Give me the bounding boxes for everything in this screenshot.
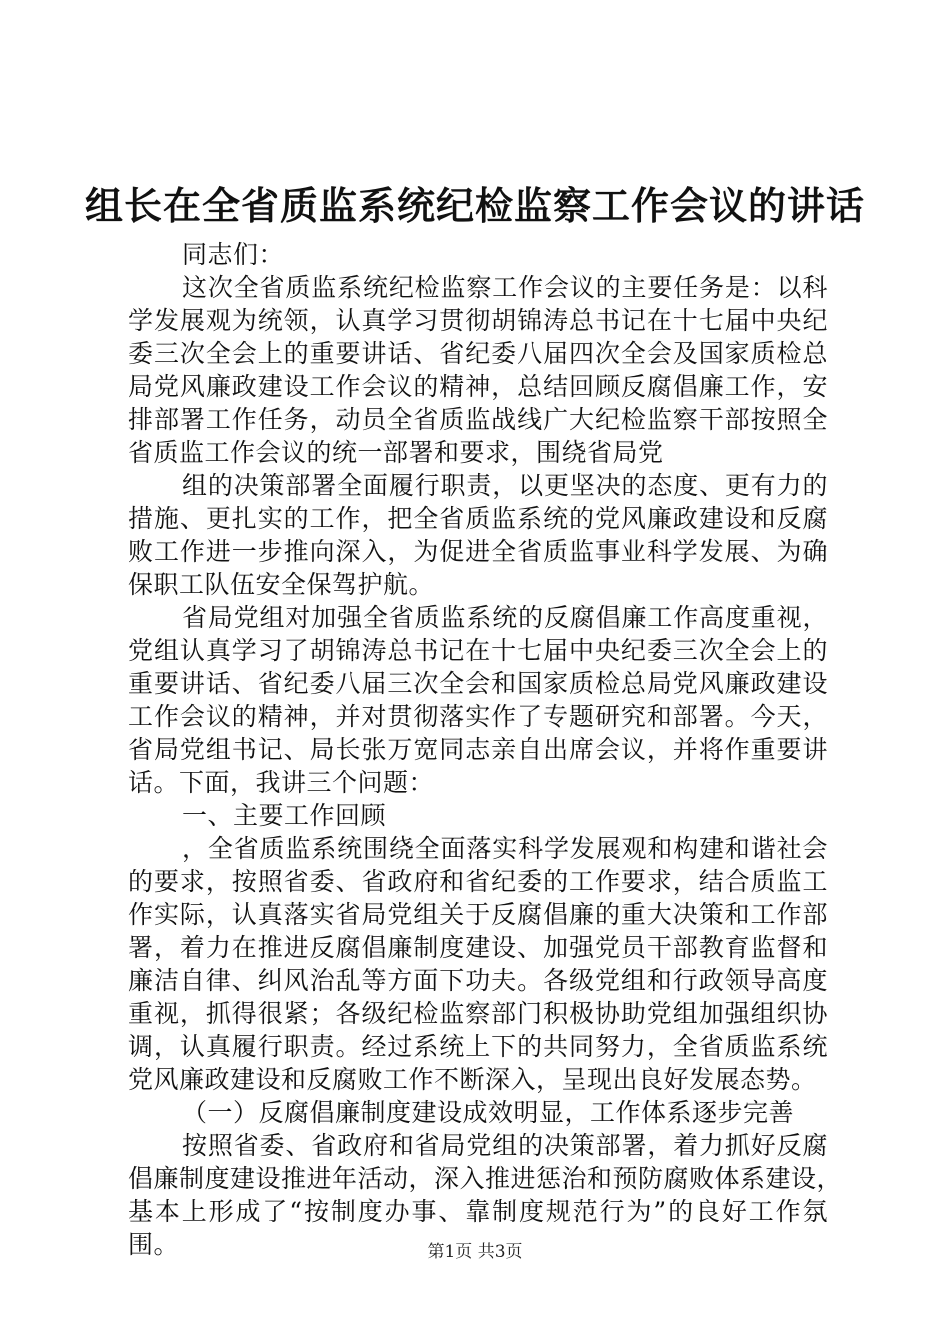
paragraph-line: 党组认真学习了胡锦涛总书记在十七届中央纪委三次全会上的 — [128, 636, 828, 665]
paragraph-line: 学发展观为统领，认真学习贯彻胡锦涛总书记在十七届中央纪 — [128, 306, 828, 335]
paragraph-line: 排部署工作任务，动员全省质监战线广大纪检监察干部按照全 — [128, 405, 828, 434]
section-heading-1: 一、主要工作回顾 — [182, 801, 387, 830]
document-body — [128, 238, 843, 1261]
page-number-footer: 第1页 共3页 — [427, 1242, 523, 1262]
paragraph-line: 重视，抓得很紧；各级纪检监察部门积极协助党组加强组织协 — [128, 999, 828, 1028]
paragraph-3 — [128, 601, 828, 799]
paragraph-line: 围。 — [128, 1230, 180, 1259]
paragraph-line: 按照省委、省政府和省局党组的决策部署，着力抓好反腐 — [182, 1131, 828, 1160]
paragraph-line: 省局党组书记、局长张万宽同志亲自出席会议，并将作重要讲 — [128, 735, 828, 764]
paragraph-line: 党风廉政建设和反腐败工作不断深入，呈现出良好发展态势。 — [128, 1065, 817, 1094]
paragraph-line: 败工作进一步推向深入，为促进全省质监事业科学发展、为确 — [128, 537, 828, 566]
paragraph-line: 的要求，按照省委、省政府和省纪委的工作要求，结合质监工 — [128, 867, 828, 896]
paragraph-1 — [128, 271, 828, 469]
document-title: 组长在全省质监系统纪检监察工作会议的讲话 — [84, 183, 865, 228]
paragraph-line: 省局党组对加强全省质监系统的反腐倡廉工作高度重视， — [182, 603, 828, 632]
paragraph-line: 组的决策部署全面履行职责，以更坚决的态度、更有力的 — [182, 471, 828, 500]
paragraph-2 — [128, 469, 828, 601]
paragraph-line: 省质监工作会议的统一部署和要求，围绕省局党 — [128, 438, 664, 467]
paragraph-line: 工作会议的精神，并对贯彻落实作了专题研究和部署。今天， — [128, 702, 828, 731]
paragraph-line: 重要讲话、省纪委八届三次全会和国家质检总局党风廉政建设 — [128, 669, 828, 698]
paragraph-line: 作实际，认真落实省局党组关于反腐倡廉的重大决策和工作部 — [128, 900, 828, 929]
paragraph-line: 局党风廉政建设工作会议的精神，总结回顾反腐倡廉工作，安 — [128, 372, 828, 401]
paragraph-line: 保职工队伍安全保驾护航。 — [128, 570, 435, 599]
paragraph-line: 委三次全会上的重要讲话、省纪委八届四次全会及国家质检总 — [128, 339, 828, 368]
paragraph-line: 署，着力在推进反腐倡廉制度建设、加强党员干部教育监督和 — [128, 933, 828, 962]
paragraph-line: 措施、更扎实的工作，把全省质监系统的党风廉政建设和反腐 — [128, 504, 828, 533]
paragraph-line: 倡廉制度建设推进年活动，深入推进惩治和预防腐败体系建设， — [128, 1164, 843, 1193]
paragraph-line: ，全省质监系统围绕全面落实科学发展观和构建和谐社会 — [182, 834, 828, 863]
paragraph-line: 调，认真履行职责。经过系统上下的共同努力，全省质监系统 — [128, 1032, 828, 1061]
section-heading-2: （一）反腐倡廉制度建设成效明显，工作体系逐步完善 — [182, 1098, 795, 1127]
paragraph-4 — [128, 832, 828, 1096]
paragraph-line: 话。下面，我讲三个问题： — [128, 768, 435, 797]
paragraph-line: 这次全省质监系统纪检监察工作会议的主要任务是：以科 — [182, 273, 828, 302]
salutation: 同志们： — [182, 240, 285, 269]
paragraph-line: 基本上形成了“按制度办事、靠制度规范行为”的良好工作氛 — [128, 1197, 828, 1226]
paragraph-line: 廉洁自律、纠风治乱等方面下功夫。各级党组和行政领导高度 — [128, 966, 828, 995]
